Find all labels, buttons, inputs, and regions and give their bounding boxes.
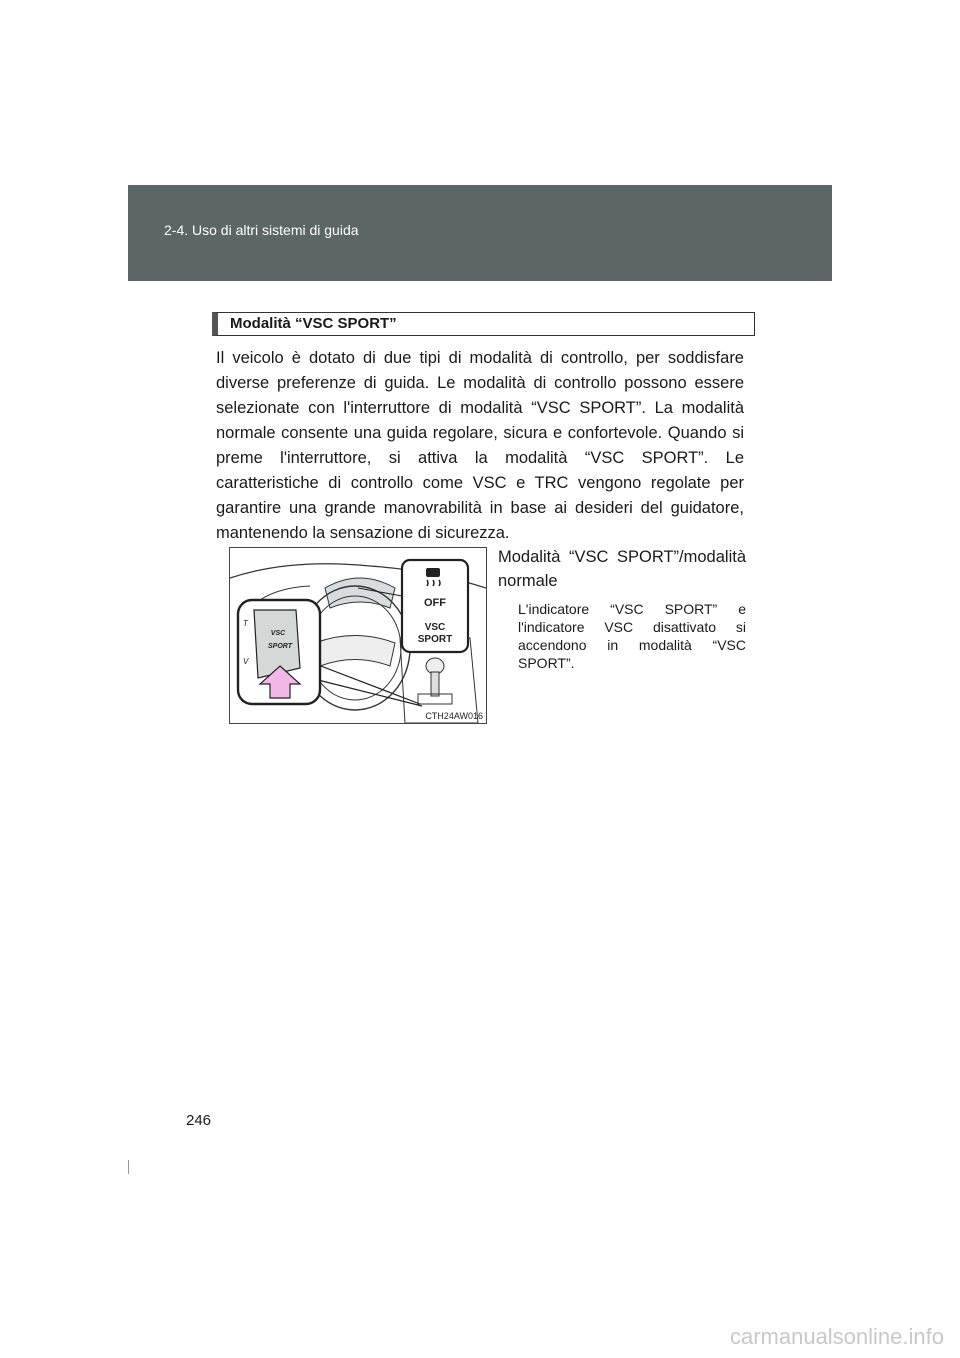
margin-tick bbox=[128, 1160, 129, 1174]
shift-t-label: T bbox=[243, 619, 248, 628]
caption-description: L'indicatore “VSC SPORT” e l'indicatore VSC disattivato si accendono in modalità “VSC SPORT”. bbox=[518, 601, 746, 671]
caption-title: Modalità “VSC SPORT”/modalità normale bbox=[498, 548, 746, 590]
switch-vsc-label: VSC bbox=[270, 630, 286, 637]
section-title: Modalità “VSC SPORT” bbox=[230, 315, 397, 332]
dashboard-illustration bbox=[230, 548, 486, 723]
watermark-logo: carmanualsonline.info bbox=[729, 1324, 944, 1349]
switch-sport-label: SPORT bbox=[268, 643, 292, 650]
section-heading-box bbox=[212, 312, 755, 336]
figure-code: CTH24AW016 bbox=[425, 711, 483, 721]
indicator-vsc-label: VSC bbox=[424, 622, 446, 633]
page-number: 246 bbox=[186, 1112, 212, 1129]
chapter-section-label: 2-4. Uso di altri sistemi di guida bbox=[164, 222, 359, 238]
indicator-sport-label: SPORT bbox=[417, 634, 453, 645]
shift-v-label: V bbox=[243, 657, 249, 666]
body-paragraph: Il veicolo è dotato di due tipi di modalità di controllo, per soddisfare diverse preferenze di guida. Le modalità di controllo possono essere selezionate con l'interruttore di modalità “VSC SPORT”. La modalità normale consente una guida regolare, sicura e confortevole. Quando si preme l'interruttore, si attiva la modalità “VSC SPORT”. Le caratteristiche di controllo come VSC e TRC vengono regolate per garantire una grande manovrabilità in base ai desideri del guidatore, mantenendo la sensazione di sicurezza. bbox=[216, 349, 744, 542]
indicator-off-label: OFF bbox=[424, 597, 446, 609]
vsc-sport-switch-figure bbox=[229, 547, 487, 724]
